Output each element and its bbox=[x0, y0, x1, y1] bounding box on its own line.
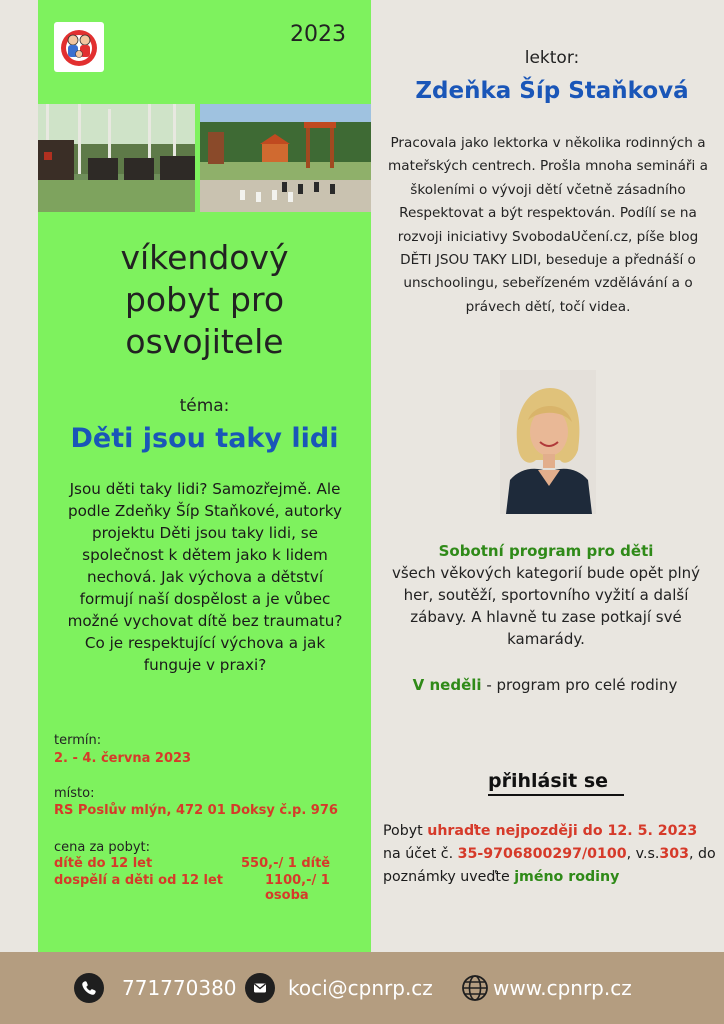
account-number: 35-9706800297/0100 bbox=[457, 846, 627, 862]
date-value: 2. - 4. června 2023 bbox=[54, 751, 192, 766]
price-amount: 1100,-/ 1 osoba bbox=[265, 873, 330, 903]
email-icon bbox=[245, 973, 275, 1003]
title-line-2: pobyt pro bbox=[124, 280, 285, 319]
saturday-program bbox=[384, 540, 708, 650]
saturday-text: všech věkových kategorií bude opět plný her, soutěží, sportovního vyžití a další zábavy. A hlavně tu zase potkají své kamarády. bbox=[391, 564, 701, 648]
saturday-heading: Sobotní program pro děti bbox=[438, 542, 654, 560]
payment-text: Pobyt bbox=[383, 823, 428, 839]
payment-text: na účet č. bbox=[383, 846, 458, 862]
lecturer-name: Zdeňka Šíp Staňková bbox=[415, 78, 689, 104]
signup-heading: přihlásit se bbox=[488, 770, 624, 796]
place-label: místo: bbox=[54, 786, 95, 801]
lecturer-portrait bbox=[500, 370, 596, 514]
title-line-3: osvojitele bbox=[125, 322, 284, 361]
playground-photo bbox=[200, 104, 371, 212]
globe-icon bbox=[460, 973, 490, 1003]
payment-text: , v.s. bbox=[626, 846, 660, 862]
theme-description: Jsou děti taky lidi? Samozřejmě. Ale podle Zdeňky Šíp Staňkové, autorky projektu Děti jsou taky lidi, se společnost k dětem jako k lidem nechová. Jak výchova a dětství formují naší dospělost a je vůbec možné vychovat dítě bez traumatu? Co je respektující výchova a jak funguje v praxi? bbox=[67, 480, 343, 674]
lecturer-bio: Pracovala jako lektorka v několika rodinných a mateřských centrech. Prošla mnoha semináři a školeními o vývoji dětí včetně zásadního Respektovat a být respektován. Podílí se na rozvoji iniciativy SvobodaUčení.cz, píše blog DĚTI JSOU TAKY LIDI, beseduje a přednáší o unschoolingu, sebeřízeném vzdělávání a o právech dětí, točí videa. bbox=[388, 135, 708, 315]
price-row-adult bbox=[54, 873, 364, 903]
title-line-1: víkendový bbox=[120, 238, 289, 277]
footer-phone[interactable]: 771770380 bbox=[122, 976, 237, 1000]
footer-web[interactable]: www.cpnrp.cz bbox=[493, 976, 632, 1000]
camp-cabins-photo bbox=[38, 104, 195, 212]
payment-instructions bbox=[383, 820, 718, 889]
date-label: termín: bbox=[54, 733, 102, 748]
year: 2023 bbox=[290, 22, 346, 47]
payment-text: , do poznámky uveďte bbox=[383, 846, 716, 885]
price-row-child bbox=[54, 856, 364, 871]
logo-icon bbox=[54, 22, 104, 72]
payment-deadline: uhraďte nejpozději do 12. 5. 2023 bbox=[427, 823, 698, 839]
sunday-text: - program pro celé rodiny bbox=[481, 676, 678, 694]
sunday-program bbox=[380, 676, 710, 694]
footer-email[interactable]: koci@cpnrp.cz bbox=[288, 976, 433, 1000]
place-value: RS Poslův mlýn, 472 01 Doksy č.p. 976 bbox=[54, 803, 338, 818]
price-who: dítě do 12 let bbox=[54, 856, 153, 871]
variable-symbol: 303 bbox=[659, 846, 689, 862]
price-amount: 550,-/ 1 dítě bbox=[241, 856, 331, 871]
event-title bbox=[38, 237, 371, 363]
lecturer-label: lektor: bbox=[524, 48, 580, 68]
sunday-heading: V neděli bbox=[412, 676, 482, 694]
price-who: dospělí a děti od 12 let bbox=[54, 873, 224, 888]
price-label: cena za pobyt: bbox=[54, 840, 151, 855]
payment-note: jméno rodiny bbox=[514, 869, 620, 885]
phone-icon bbox=[74, 973, 104, 1003]
theme-label: téma: bbox=[179, 396, 230, 416]
theme-title: Děti jsou taky lidi bbox=[70, 423, 339, 454]
